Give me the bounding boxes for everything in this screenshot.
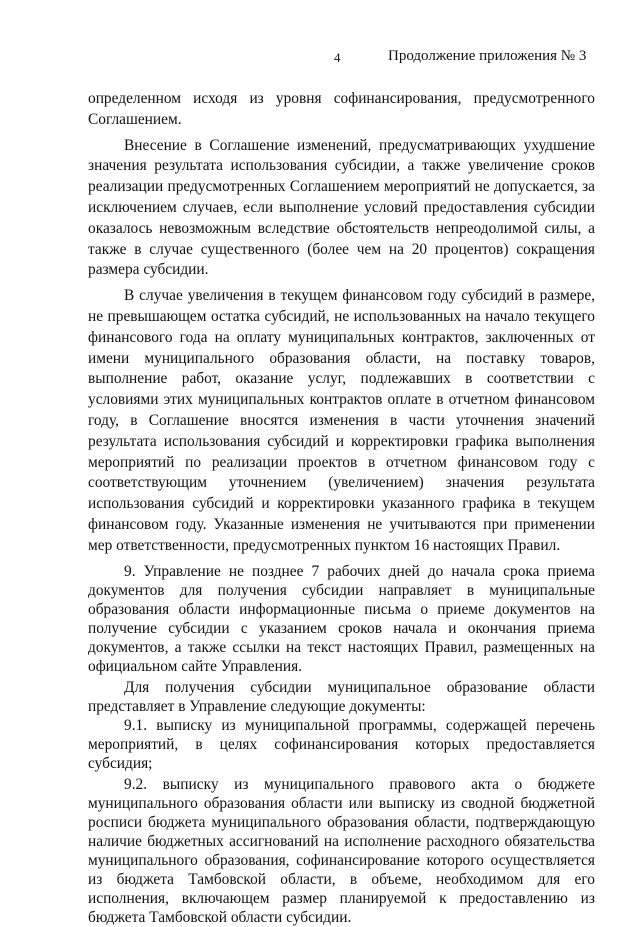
paragraph-continuation: определенном исходя из уровня софинансирования, предусмотренного Соглашением. xyxy=(88,90,595,128)
paragraph-documents-intro: Для получения субсидии муниципальное образование области представляет в Управление следующие документы: xyxy=(88,678,595,715)
paragraph-item-9-1: 9.1. выписку из муниципальной программы, содержащей перечень мероприятий, в целях софинансирования которых предоставляется субсидия; xyxy=(88,716,595,772)
document-body xyxy=(88,89,595,927)
paragraph-item-9-2: 9.2. выписку из муниципального правового акта о бюджете муниципального образования области или выписку из сводной бюджетной росписи бюджета муниципального образования области, подтверждающую наличие бюджетных ассигнований на исполнение расходного обязательства муниципального образования, софинансирование которого осуществляется из бюджета Тамбовской области, в объеме, необходимом для его исполнения, включающем размер планируемой к предоставлению из бюджета Тамбовской области субсидии. xyxy=(88,775,595,926)
page-number: 4 xyxy=(334,50,341,65)
paragraph-subsidy-increase: В случае увеличения в текущем финансовом году субсидий в размере, не превышающем остатка субсидий, не использованных на начало текущего финансового года на оплату муниципальных контрактов, заключенных от имени муниципального образования области, на поставку товаров, выполнение работ, оказание услуг, подлежавших в соответствии с условиями этих муниципальных контрактов оплате в отчетном финансовом году, в Соглашение вносятся изменения в части уточнения значений результата использования субсидий и корректировки графика выполнения мероприятий по реализации проектов в отчетном финансовом году с соответствующим уточнением (увеличением) значения результата использования субсидий и корректировки указанного графика в текущем финансовом году. Указанные изменения не учитываются при применении мер ответственности, предусмотренных пунктом 16 настоящих Правил. xyxy=(88,287,595,554)
paragraph-item-9: 9. Управление не позднее 7 рабочих дней до начала срока приема документов для получения субсидии направляет в муниципальные образования области информационные письма о приеме документов на получение субсидии с указанием сроков начала и окончания приема документов, а также ссылки на текст настоящих Правил, размещенных на официальном сайте Управления. xyxy=(88,562,595,675)
paragraph-changes-restriction: Внесение в Соглашение изменений, предусматривающих ухудшение значения результата использования субсидии, а также увеличение сроков реализации предусмотренных Соглашением мероприятий не допускается, за исключением случаев, если выполнение условий предоставления субсидии оказалось невозможным вследствие обстоятельств непреодолимой силы, а также в случае существенного (более чем на 20 процентов) сокращения размера субсидии. xyxy=(88,136,595,279)
running-header: Продолжение приложения № 3 xyxy=(388,48,587,64)
